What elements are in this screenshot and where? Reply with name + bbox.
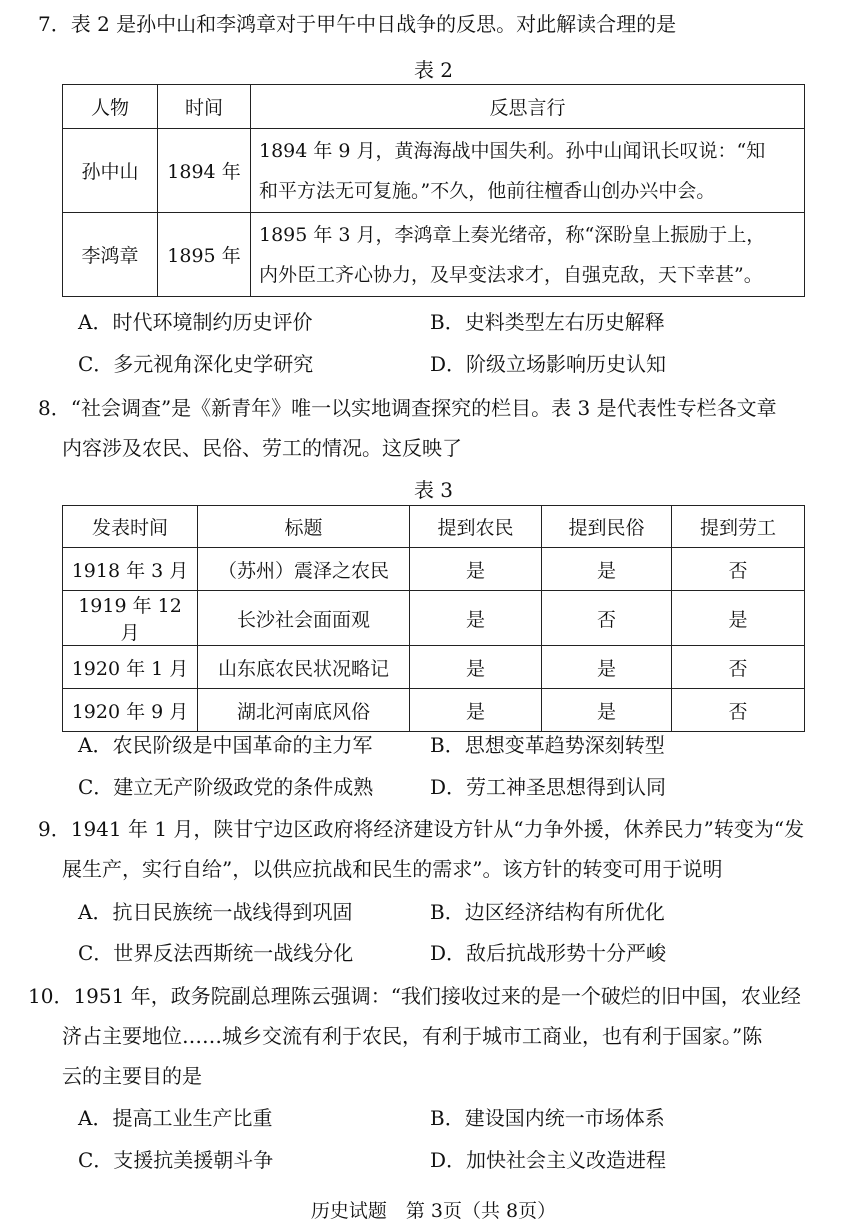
table-3-cell: 否 <box>672 548 805 591</box>
table-row <box>63 646 805 689</box>
table-3-cell: 否 <box>542 591 672 646</box>
table-2-text <box>251 129 805 213</box>
q9-option-a[interactable]: A．抗日民族统一战线得到巩固 <box>78 900 353 924</box>
table-3-cell: 否 <box>672 689 805 732</box>
table-3-cell: 山东底农民状况略记 <box>198 646 410 689</box>
table-2-text <box>251 213 805 297</box>
table-3-cell: 1919 年 12 月 <box>63 591 198 646</box>
q10-stem-line-3: 云的主要目的是 <box>62 1064 202 1088</box>
table-2-text-line: 和平方法无可复施。”不久，他前往檀香山创办兴中会。 <box>259 179 716 202</box>
table-row <box>63 129 805 213</box>
table-3-cell: 是 <box>410 689 542 732</box>
table-3-cell: 是 <box>542 548 672 591</box>
q10-option-a[interactable]: A．提高工业生产比重 <box>78 1106 273 1130</box>
q9-option-d[interactable]: D．敌后抗战形势十分严峻 <box>430 941 667 965</box>
q9-option-c[interactable]: C．世界反法西斯统一战线分化 <box>78 941 354 965</box>
table-3-cell: 是 <box>542 689 672 732</box>
table-3-cell: 1920 年 1 月 <box>63 646 198 689</box>
q8-option-a[interactable]: A．农民阶级是中国革命的主力军 <box>78 733 373 757</box>
table-2-header-time: 时间 <box>158 85 251 129</box>
q10-option-b[interactable]: B．建设国内统一市场体系 <box>430 1106 665 1130</box>
table-3-cell: 是 <box>410 548 542 591</box>
q7-option-a[interactable]: A．时代环境制约历史评价 <box>78 310 313 334</box>
q9-option-b[interactable]: B．边区经济结构有所优化 <box>430 900 665 924</box>
table-row <box>63 689 805 732</box>
table-row <box>63 591 805 646</box>
q8-option-c[interactable]: C．建立无产阶级政党的条件成熟 <box>78 775 374 799</box>
table-3-header-title: 标题 <box>198 506 410 548</box>
table-row <box>63 548 805 591</box>
table-2-time: 1895 年 <box>158 213 251 297</box>
table-2-person: 孙中山 <box>63 129 158 213</box>
table-2-header-row <box>63 85 805 129</box>
table-3-cell: 是 <box>542 646 672 689</box>
q10-option-c[interactable]: C．支援抗美援朝斗争 <box>78 1148 274 1172</box>
q7-stem: 7．表 2 是孙中山和李鸿章对于甲午中日战争的反思。对此解读合理的是 <box>38 12 677 36</box>
q7-option-c[interactable]: C．多元视角深化史学研究 <box>78 352 314 376</box>
q8-stem-line-2: 内容涉及农民、民俗、劳工的情况。这反映了 <box>62 436 462 460</box>
table-3-cell: （苏州）震泽之农民 <box>198 548 410 591</box>
table-3-cell: 是 <box>410 591 542 646</box>
q10-option-d[interactable]: D．加快社会主义改造进程 <box>430 1148 667 1172</box>
table-3-caption: 表 3 <box>413 478 454 502</box>
table-2 <box>62 84 805 297</box>
table-2-header-person: 人物 <box>63 85 158 129</box>
table-3-cell: 是 <box>672 591 805 646</box>
table-3-cell: 1920 年 9 月 <box>63 689 198 732</box>
q8-option-d[interactable]: D．劳工神圣思想得到认同 <box>430 775 667 799</box>
table-2-time: 1894 年 <box>158 129 251 213</box>
q9-stem-line-2: 展生产，实行自给”，以供应抗战和民生的需求”。该方针的转变可用于说明 <box>62 857 723 881</box>
q8-option-b[interactable]: B．思想变革趋势深刻转型 <box>430 733 665 757</box>
table-2-caption: 表 2 <box>413 58 454 82</box>
table-3-header-farmers: 提到农民 <box>410 506 542 548</box>
table-3-cell: 否 <box>672 646 805 689</box>
table-2-text-line: 内外臣工齐心协力，及早变法求才，自强克敌，天下幸甚”。 <box>259 263 763 286</box>
page-footer: 历史试题 第 3页（共 8页） <box>310 1200 557 1222</box>
q7-option-b[interactable]: B．史料类型左右历史解释 <box>430 310 665 334</box>
table-2-text-line: 1894 年 9 月，黄海海战中国失利。孙中山闻讯长叹说：“知 <box>259 139 766 162</box>
table-3-header-date: 发表时间 <box>63 506 198 548</box>
table-3-cell: 长沙社会面面观 <box>198 591 410 646</box>
table-3-header-labor: 提到劳工 <box>672 506 805 548</box>
q10-stem-line-2: 济占主要地位……城乡交流有利于农民，有利于城市工商业，也有利于国家。”陈 <box>62 1024 763 1048</box>
q10-stem-line-1: 10．1951 年，政务院副总理陈云强调：“我们接收过来的是一个破烂的旧中国，农业经 <box>28 984 801 1008</box>
table-3-cell: 是 <box>410 646 542 689</box>
q9-stem-line-1: 9．1941 年 1 月，陕甘宁边区政府将经济建设方针从“力争外援，休养民力”转变为“发 <box>38 817 805 841</box>
table-3-cell: 湖北河南底风俗 <box>198 689 410 732</box>
table-row <box>63 213 805 297</box>
table-3 <box>62 505 805 732</box>
table-2-person: 李鸿章 <box>63 213 158 297</box>
table-2-text-line: 1895 年 3 月，李鸿章上奏光绪帝，称“深盼皇上振励于上， <box>259 223 766 246</box>
table-2-header-text: 反思言行 <box>251 85 805 129</box>
q7-option-d[interactable]: D．阶级立场影响历史认知 <box>430 352 667 376</box>
q8-stem-line-1: 8．“社会调查”是《新青年》唯一以实地调查探究的栏目。表 3 是代表性专栏各文章 <box>38 396 777 420</box>
table-3-header-row <box>63 506 805 548</box>
table-3-header-customs: 提到民俗 <box>542 506 672 548</box>
table-3-cell: 1918 年 3 月 <box>63 548 198 591</box>
